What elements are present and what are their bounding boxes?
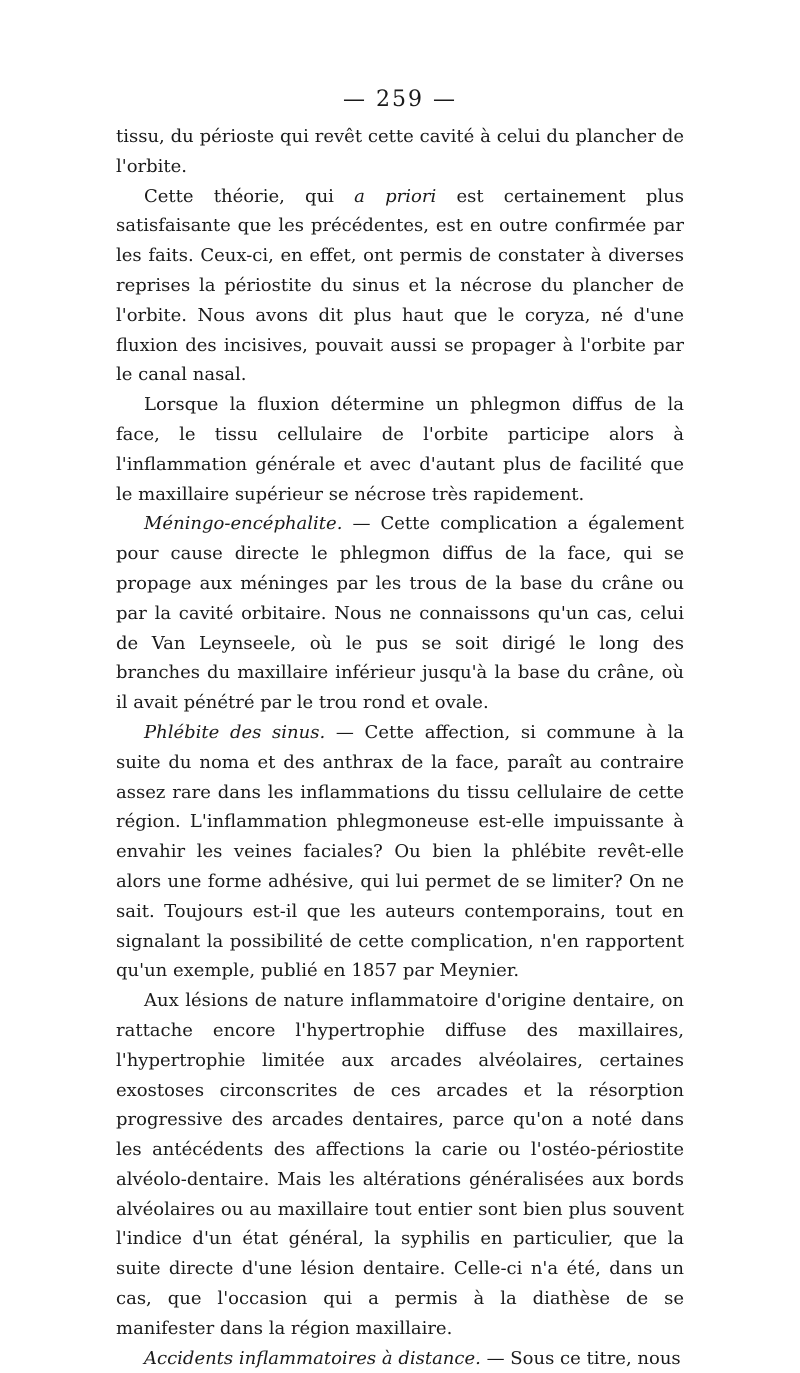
paragraph-2 <box>116 182 684 391</box>
section-heading-meningo-encephalite: Méningo-encéphalite. <box>144 513 343 535</box>
paragraph-phlebite <box>116 718 684 986</box>
body-text <box>116 122 684 1373</box>
book-page <box>116 80 684 1373</box>
paragraph-2-lead: Cette théorie, qui <box>144 185 355 207</box>
page-number: — 259 — <box>343 87 457 112</box>
paragraph-meningo-text: — Cette complication a également pour cause directe le phlegmon diffus de la face, qui se propage aux méninges par les trous de la base du crâne ou par la cavité orbitaire. Nous ne connaissons qu'un cas, celui de Van Leynseele, où le pus se soit dirigé le long des branches du maxillaire inférieur jusqu'à la base du crâne, où il avait pénétré par le trou rond et ovale. <box>116 513 684 714</box>
paragraph-2-italic: a priori <box>354 185 437 207</box>
paragraph-1: tissu, du périoste qui revêt cette cavité à celui du plancher de l'orbite. <box>116 126 684 177</box>
paragraph-accidents-text: — Sous ce titre, nous <box>480 1347 681 1369</box>
section-heading-phlebite: Phlébite des sinus. <box>144 721 326 743</box>
section-heading-accidents: Accidents inflammatoires à distance. <box>144 1347 481 1369</box>
paragraph-3: Lorsque la fluxion détermine un phlegmon diffus de la face, le tissu cellulaire de l'orbite participe alors à l'inflammation générale et avec d'autant plus de facilité que le maxillaire supérieur se nécrose très rapidement. <box>116 394 684 505</box>
paragraph-lesions: Aux lésions de nature inflammatoire d'origine dentaire, on rattache encore l'hypertrophie diffuse des maxillaires, l'hypertrophie limitée aux arcades alvéolaires, certaines exostoses circonscrites de ces arcades et la résorption progressive des arcades dentaires, parce qu'on a noté dans les antécédents des affections la carie ou l'ostéo-périostite alvéolo-dentaire. Mais les altérations généralisées aux bords alvéolaires ou au maxillaire tout entier sont bien plus souvent l'indice d'un état général, la syphilis en particulier, que la suite directe d'une lésion dentaire. Celle-ci n'a été, dans un cas, que l'occasion qui a permis à la diathèse de se manifester dans la région maxillaire. <box>116 990 684 1339</box>
paragraph-2-rest: est certainement plus satisfaisante que les précédentes, est en outre confirmée par les faits. Ceux-ci, en effet, ont permis de constater à diverses reprises la périostite du sinus et la nécrose du plancher de l'orbite. Nous avons dit plus haut que le coryza, né d'une fluxion des incisives, pouvait aussi se propager à l'orbite par le canal nasal. <box>116 185 684 386</box>
paragraph-meningo-encephalite <box>116 509 684 718</box>
paragraph-phlebite-text: — Cette affection, si commune à la suite du noma et des anthrax de la face, paraît au contraire assez rare dans les inflammations du tissu cellulaire de cette région. L'inflammation phlegmoneuse est-elle impuissante à envahir les veines faciales? Ou bien la phlébite revêt-elle alors une forme adhésive, qui lui permet de se limiter? On ne sait. Toujours est-il que les auteurs contemporains, tout en signalant la possibilité de cette complication, n'en rapportent qu'un exemple, publié en 1857 par Meynier. <box>116 721 684 982</box>
paragraph-accidents <box>116 1344 684 1373</box>
